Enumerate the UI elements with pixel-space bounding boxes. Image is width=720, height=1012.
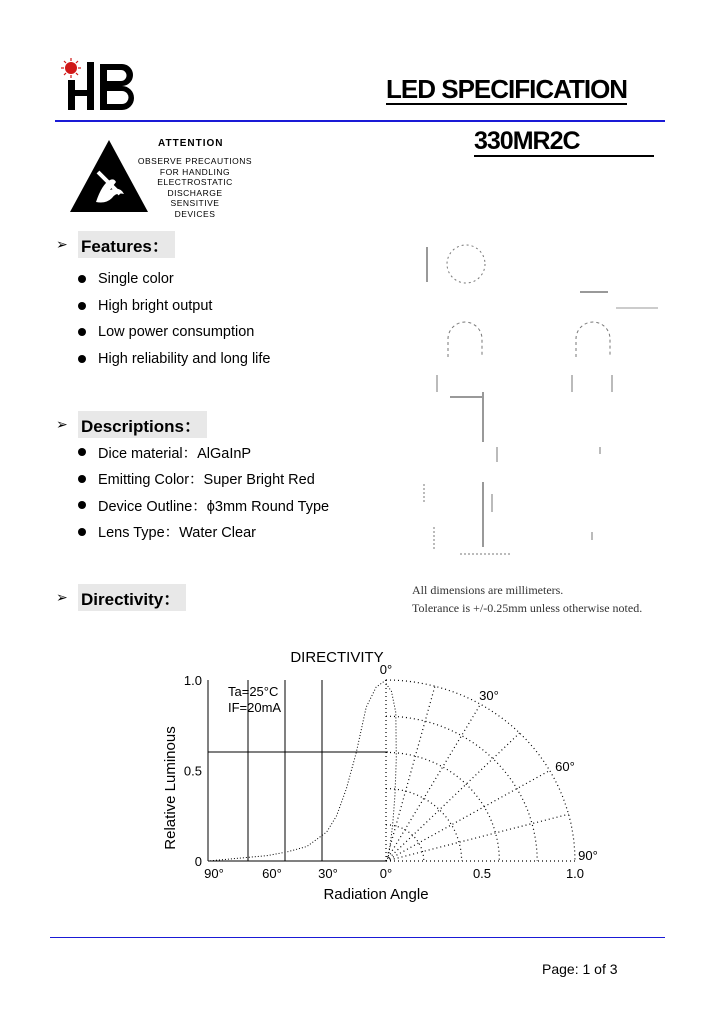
y-tick-label: 0.5 — [183, 763, 202, 779]
features-list — [78, 266, 271, 372]
description-text: Lens Type：Water Clear — [98, 525, 256, 542]
x-tick-label: 0.5 — [472, 866, 492, 881]
polar-spoke — [386, 814, 569, 861]
package-outline-drawing — [400, 232, 665, 572]
bullet-icon — [78, 275, 86, 283]
document-title: LED SPECIFICATION — [386, 74, 628, 104]
esd-line: ELECTROSTATIC — [157, 177, 233, 187]
list-item — [78, 439, 329, 466]
feature-text: Low power consumption — [98, 324, 255, 341]
bullet-icon — [78, 528, 86, 536]
polar-angle-label: 0° — [379, 662, 393, 677]
descriptions-list — [78, 439, 329, 545]
chart-annotation: Ta=25°C — [228, 684, 279, 699]
esd-line: SENSITIVE — [170, 198, 220, 208]
polar-angle-label: 90° — [578, 848, 598, 863]
x-tick-label: 60° — [262, 866, 282, 881]
bullet-icon — [78, 501, 86, 509]
x-tick-label: 0° — [379, 866, 393, 881]
list-item — [78, 492, 329, 519]
descriptions-heading: Descriptions： — [78, 411, 207, 438]
chart-title: DIRECTIVITY — [290, 649, 384, 666]
description-text: Dice material：AlGaInP — [98, 445, 252, 462]
arrow-bullet-icon: ➢ — [56, 588, 68, 605]
header-divider — [55, 120, 665, 122]
arrow-bullet-icon: ➢ — [56, 415, 68, 432]
chart-annotation: IF=20mA — [228, 700, 282, 715]
list-item — [78, 319, 271, 346]
list-item — [78, 266, 271, 293]
x-tick-label: 30° — [318, 866, 338, 881]
bullet-icon — [78, 448, 86, 456]
x-tick-label: 90° — [204, 866, 224, 881]
feature-text: High reliability and long life — [98, 350, 271, 367]
tolerance-note: Tolerance is +/-0.25mm unless otherwise noted. — [412, 601, 643, 615]
attention-heading: ATTENTION — [158, 138, 224, 149]
polar-series-line — [386, 684, 396, 861]
features-heading: Features： — [78, 231, 175, 258]
y-tick-label: 1.0 — [183, 673, 202, 688]
feature-text: High bright output — [98, 297, 213, 314]
esd-warning-text — [128, 156, 262, 219]
bullet-icon — [78, 328, 86, 336]
list-item — [78, 293, 271, 320]
polar-spoke — [386, 704, 481, 861]
description-text: Device Outline：ϕ3mm Round Type — [98, 498, 330, 515]
feature-text: Single color — [98, 271, 174, 288]
polar-spoke — [386, 686, 435, 861]
polar-angle-label: 30° — [479, 688, 499, 703]
arrow-bullet-icon: ➢ — [56, 235, 68, 252]
y-tick-label: 0 — [194, 854, 202, 869]
polar-angle-label: 60° — [555, 759, 575, 774]
x-axis-label: Radiation Angle — [323, 886, 429, 903]
polar-spoke — [386, 771, 550, 862]
list-item — [78, 466, 329, 493]
polar-arc — [386, 680, 575, 861]
list-item — [78, 346, 271, 373]
directivity-heading: Directivity： — [78, 584, 186, 611]
esd-line: DEVICES — [174, 208, 216, 219]
polar-spoke — [386, 733, 520, 861]
esd-line: DISCHARGE — [167, 187, 223, 198]
list-item — [78, 519, 329, 546]
features-section-heading — [56, 232, 175, 256]
description-text: Emitting Color：Super Bright Red — [98, 472, 315, 489]
esd-line: OBSERVE PRECAUTIONS — [137, 156, 253, 166]
page-indicator: Page: 1 of 3 — [542, 961, 618, 977]
bullet-icon — [78, 302, 86, 310]
directivity-section-heading — [56, 585, 186, 609]
hb-logo — [60, 58, 150, 114]
directivity-chart — [150, 640, 620, 910]
descriptions-section-heading — [56, 412, 207, 436]
x-tick-label: 1.0 — [565, 866, 585, 881]
polar-arc — [386, 752, 499, 861]
bullet-icon — [78, 355, 86, 363]
bullet-icon — [78, 475, 86, 483]
part-number: 330MR2C — [474, 127, 654, 157]
y-axis-label: Relative Luminous — [162, 726, 179, 850]
footer-divider — [50, 937, 665, 938]
esd-line: FOR HANDLING — [159, 166, 231, 177]
dimension-note: All dimensions are millimeters. — [412, 583, 564, 597]
